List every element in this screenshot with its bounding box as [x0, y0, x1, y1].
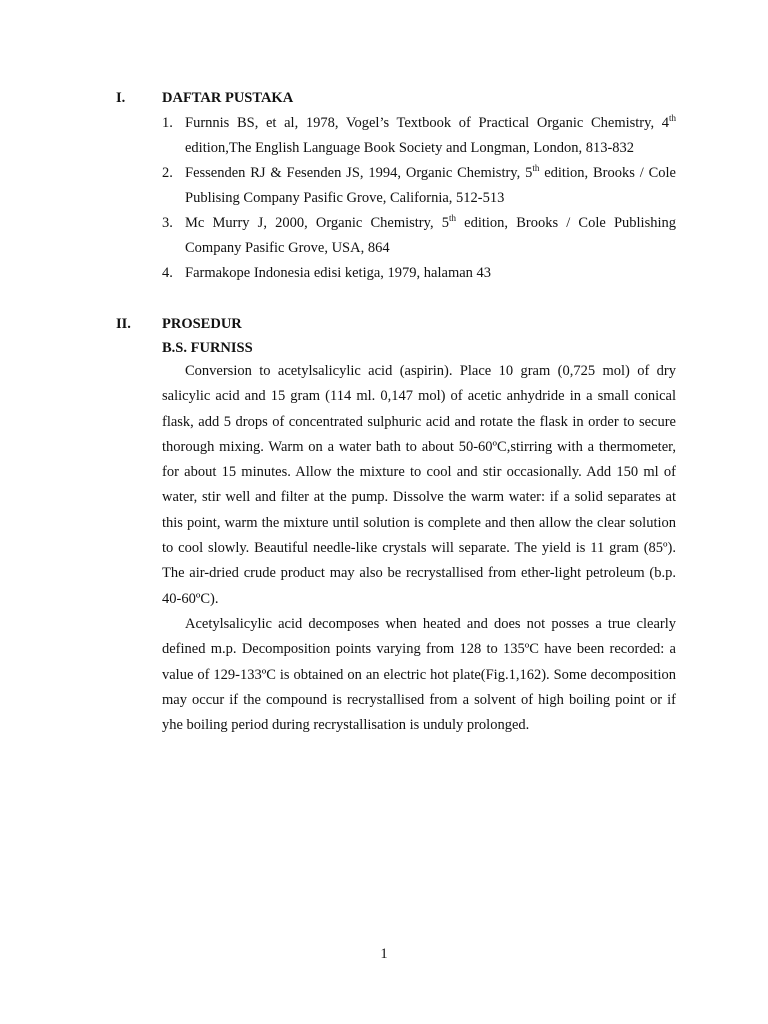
- reference-text: Fessenden RJ & Fesenden JS, 1994, Organic Chemistry, 5: [185, 165, 533, 181]
- procedure-paragraph: Conversion to acetylsalicylic acid (aspirin). Place 10 gram (0,725 mol) of dry salicylic acid and 15 gram (114 ml. 0,147 mol) of acetic anhydride in a small conical flask, add 5 drops of concentrated sulphuric acid and rotate the flask in order to secure thorough mixing. Warm on a water bath to about 50-60ºC,stirring with a thermometer, for about 15 minutes. Allow the mixture to cool and stir occasionally. Add 150 ml of water, stir well and filter at the pump. Dissolve the warm water: if a solid separates at this point, warm the mixture until solution is complete and then allow the clear solution to cool slowly. Beautiful needle-like crystals will separate. The yield is 11 gram (85º). The air-dried crude product may also be recrystallised from ether-light petroleum (b.p. 40-60ºC).: [162, 363, 676, 607]
- reference-item: [162, 211, 676, 261]
- reference-text-continued: edition, Brooks / Cole Publishing Company Pasific Grove, USA, 864: [185, 215, 677, 256]
- reference-text-continued: edition, Brooks / Cole Publising Company Pasific Grove, California, 512-513: [185, 165, 676, 206]
- reference-text: Furnnis BS, et al, 1978, Vogel’s Textbook of Practical Organic Chemistry, 4: [185, 115, 669, 131]
- reference-superscript: th: [532, 163, 540, 174]
- section-number: I.: [116, 90, 126, 106]
- reference-number: 4.: [162, 265, 173, 281]
- reference-text: Farmakope Indonesia edisi ketiga, 1979, halaman 43: [185, 265, 492, 281]
- page-number: 1: [380, 946, 388, 962]
- section-title: PROSEDUR: [162, 316, 242, 332]
- procedure-subheading: B.S. FURNISS: [162, 340, 253, 356]
- reference-text: Mc Murry J, 2000, Organic Chemistry, 5: [185, 215, 449, 231]
- reference-number: 3.: [162, 215, 173, 231]
- reference-text-continued: edition,The English Language Book Society and Longman, London, 813-832: [185, 140, 635, 156]
- reference-item: [162, 261, 676, 286]
- procedure-paragraph: Acetylsalicylic acid decomposes when heated and does not posses a true clearly defined m.p. Decomposition points varying from 128 to 135ºC have been recorded: a value of 129-133ºC is obtained on an electric hot plate(Fig.1,162). Some decomposition may occur if the compound is recrystallised from a solvent of high boiling point or if yhe boiling period during recrystallisation is unduly prolonged.: [162, 616, 676, 734]
- reference-list: [162, 111, 676, 286]
- section-number: II.: [116, 316, 131, 332]
- reference-item: [162, 111, 676, 161]
- reference-superscript: th: [668, 113, 676, 124]
- section-title: DAFTAR PUSTAKA: [162, 90, 294, 106]
- reference-superscript: th: [448, 213, 456, 224]
- reference-number: 1.: [162, 115, 173, 131]
- reference-number: 2.: [162, 165, 173, 181]
- reference-item: [162, 161, 676, 211]
